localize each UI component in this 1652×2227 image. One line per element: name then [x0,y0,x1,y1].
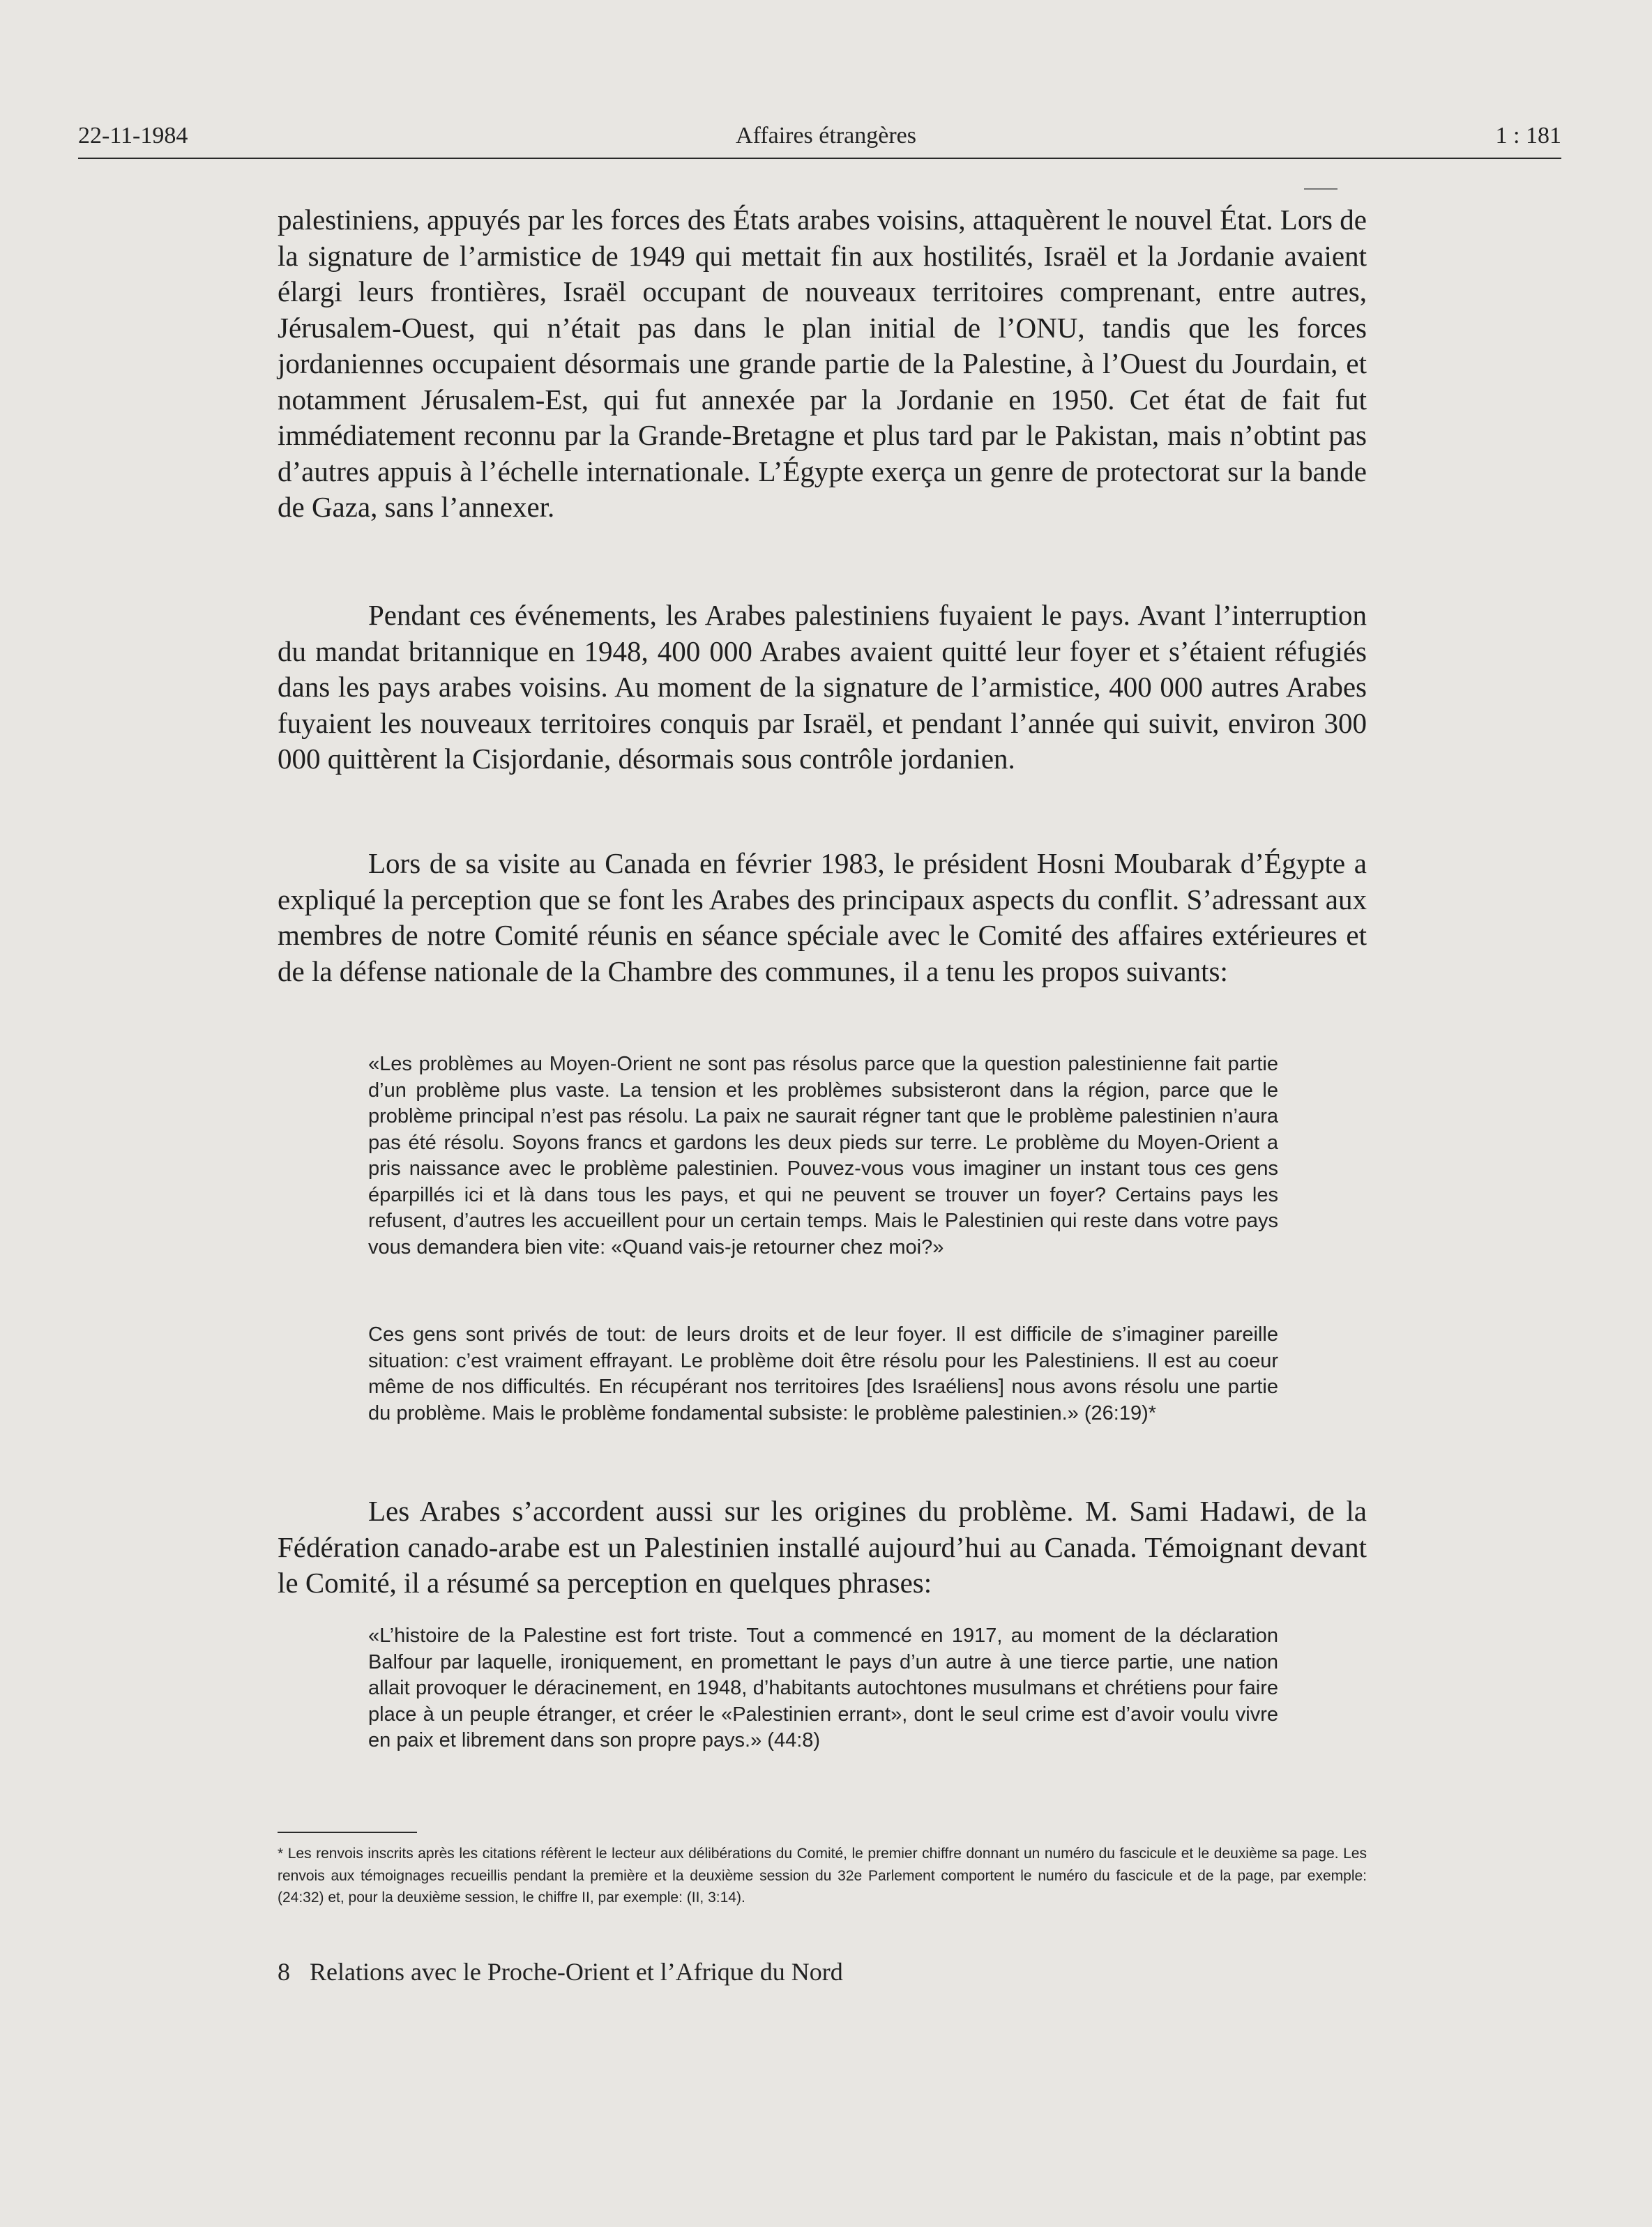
paragraph-2: Pendant ces événements, les Arabes palestiniens fuyaient le pays. Avant l’interruption du mandat britannique en 1948, 400 000 Arabes avaient quitté leur foyer et s’étaient réfugiés dans les pays arabes voisins. Au moment de la signature de l’armistice, 400 000 autres Arabes fuyaient les nouveaux territoires conquis par Israël, et pendant l’année qui suivit, environ 300 000 quittèrent la Cisjordanie, désormais sous contrôle jordanien. [278,599,1367,775]
quote-moubarak-1: «Les problèmes au Moyen-Orient ne sont pas résolus parce que la question palestinienne fait partie d’un problème plus vaste. La tension et les problèmes subsisteront dans la région, parce que le problème principal n’est pas résolu. La paix ne saurait régner tant que le problème palestinien n’aura pas été résolu. Soyons francs et gardons les deux pieds sur terre. Le problème du Moyen-Orient a pris naissance avec le problème palestinien. Pouvez-vous vous imaginer un instant tous ces gens éparpillés ici et là dans tous les pays, et qui ne peuvent se trouver un foyer? Certains pays les refusent, d’autres les accueillent pour un certain temps. Mais le Palestinien qui reste dans votre pays vous demandera bien vite: «Quand vais-je retourner chez moi?» [368,1053,1278,1259]
footer-page-number: 8 [278,1958,290,1986]
quote-hadawi: «L’histoire de la Palestine est fort triste. Tout a commencé en 1917, au moment de la déclaration Balfour par laquelle, ironiquement, en promettant le pays d’un autre à une tierce partie, une nation allait provoquer le déracinement, en 1948, d’habitants autochtones musulmans et chrétiens pour faire place à un peuple étranger, et créer le «Palestinien errant», dont le seul crime est d’avoir voulu vivre en paix et librement dans son propre pays.» (44:8) [368,1625,1278,1751]
footnote-rule [278,1832,417,1833]
header-date: 22-11-1984 [78,123,188,149]
footer-title: Relations avec le Proche-Orient et l’Afrique du Nord [310,1958,843,1986]
paragraph-3: Lors de sa visite au Canada en février 1983, le président Hosni Moubarak d’Égypte a expliqué la perception que se font les Arabes des principaux aspects du conflit. S’adressant aux membres de notre Comité réunis en séance spéciale avec le Comité des affaires extérieures et de la défense nationale de la Chambre des communes, il a tenu les propos suivants: [278,847,1367,987]
margin-mark [1304,188,1337,190]
header-page-number: 1 : 181 [1495,123,1561,149]
header-rule [78,158,1561,159]
header-title: Affaires étrangères [736,123,916,149]
quote-moubarak-2: Ces gens sont privés de tout: de leurs droits et de leur foyer. Il est difficile de s’imaginer pareille situation: c’est vraiment effrayant. Le problème doit être résolu pour les Palestiniens. Il est au coeur même de nos difficultés. En récupérant nos territoires [des Israéliens] nous avons résolu une partie du problème. Mais le problème fondamental subsiste: le problème palestinien.» (26:19)* [368,1323,1278,1424]
footnote: * Les renvois inscrits après les citations réfèrent le lecteur aux délibérations du Comité, le premier chiffre donnant un numéro du fascicule et le deuxième sa page. Les renvois aux témoignages recueillis pendant la première et la deuxième session du 32e Parlement comportent le numéro du fascicule et de la page, par exemple: (24:32) et, pour la deuxième session, le chiffre II, par exemple: (II, 3:14). [278,1846,1367,1906]
paragraph-1: palestiniens, appuyés par les forces des États arabes voisins, attaquèrent le nouvel État. Lors de la signature de l’armistice de 1949 qui mettait fin aux hostilités, Israël et la Jordanie avaient élargi leurs frontières, Israël occupant de nouveaux territoires comprenant, entre autres, Jérusalem-Ouest, qui n’était pas dans le plan initial de l’ONU, tandis que les forces jordaniennes occupaient désormais une grande partie de la Palestine, à l’Ouest du Jourdain, et notamment Jérusalem-Est, qui fut annexée par la Jordanie en 1950. Cet état de fait fut immédiatement reconnu par la Grande-Bretagne et plus tard par le Pakistan, mais n’obtint pas d’autres appuis à l’échelle internationale. L’Égypte exerça un genre de protectorat sur la bande de Gaza, sans l’annexer. [278,204,1367,523]
page-footer [278,1959,843,1984]
paragraph-4: Les Arabes s’accordent aussi sur les origines du problème. M. Sami Hadawi, de la Fédération canado-arabe est un Palestinien installé aujourd’hui au Canada. Témoignant devant le Comité, il a résumé sa perception en quelques phrases: [278,1495,1367,1599]
